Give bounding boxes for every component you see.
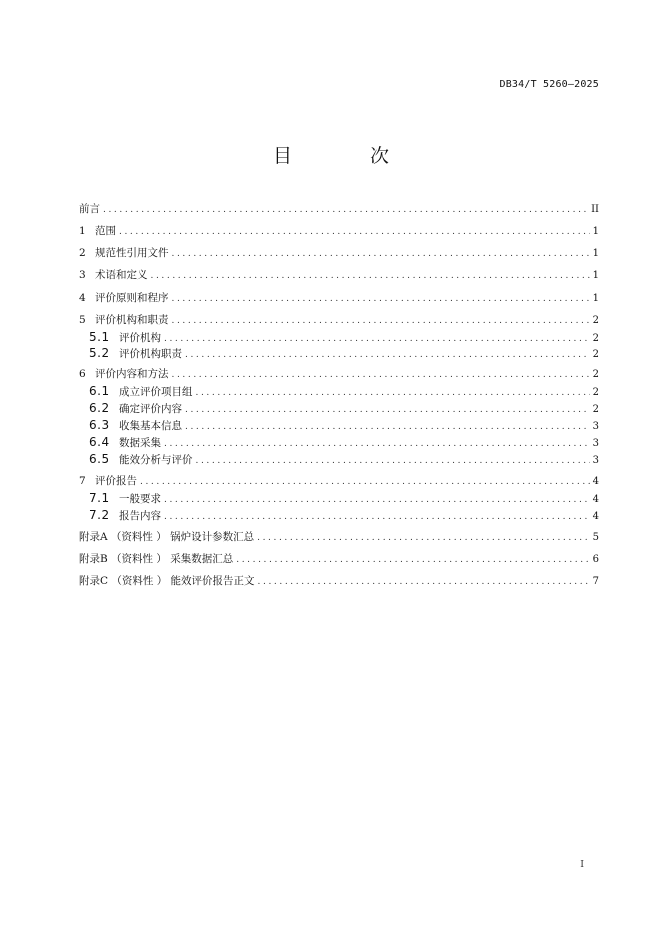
toc-entry-page: 2 — [592, 387, 599, 398]
toc-entry-page: 1 — [592, 270, 599, 281]
toc-entry-number: 4 — [79, 292, 86, 304]
toc-leader-dots — [185, 422, 590, 432]
toc-entry-label: 术语和定义 — [95, 269, 148, 281]
toc-entry-number: 5.1 — [89, 330, 110, 344]
toc-entry-page: 1 — [592, 248, 599, 259]
page-title: 目 次 — [272, 145, 426, 167]
toc-entry-label: 能效分析与评价 — [119, 454, 193, 466]
toc-leader-dots — [151, 271, 590, 281]
toc-entry[interactable] — [79, 330, 599, 346]
toc-entry-page: 3 — [592, 438, 599, 449]
toc-leader-dots — [185, 405, 590, 415]
toc-entry-page: 1 — [592, 226, 599, 237]
toc-entry-page: 3 — [592, 455, 599, 466]
toc-leader-dots — [236, 555, 589, 565]
toc-leader-dots — [257, 533, 590, 543]
toc-entry[interactable] — [79, 452, 599, 468]
toc-entry[interactable] — [79, 491, 599, 507]
toc-leader-dots — [164, 512, 590, 522]
toc-entry-label: 确定评价内容 — [119, 403, 182, 415]
toc-entry-page: 4 — [592, 494, 599, 505]
toc-entry-number: 6.5 — [89, 452, 110, 466]
toc-entry-page: 1 — [592, 293, 599, 304]
toc-entry-label: 范围 — [95, 225, 116, 237]
toc-entry-label: 评价机构 — [119, 332, 161, 344]
toc-leader-dots — [196, 456, 590, 466]
toc-entry-number: 1 — [79, 225, 86, 237]
toc-entry-number: 6.2 — [89, 401, 110, 415]
toc-leader-dots — [196, 388, 590, 398]
toc-entry-label: 评价报告 — [95, 475, 137, 487]
toc-entry-label: 评价机构职责 — [119, 348, 182, 360]
toc-leader-dots — [119, 227, 590, 237]
toc-entry-page: 2 — [592, 349, 599, 360]
toc-entry-page: 5 — [592, 532, 599, 543]
toc-entry-label: 前言 — [79, 203, 100, 215]
toc-leader-dots — [140, 477, 590, 487]
toc-entry[interactable] — [79, 312, 599, 328]
toc-leader-dots — [172, 294, 590, 304]
toc-leader-dots — [164, 495, 590, 505]
toc-entry-page: 2 — [592, 333, 599, 344]
toc-entry-label: 收集基本信息 — [119, 420, 182, 432]
toc-entry-label: 评价原则和程序 — [95, 292, 169, 304]
toc-entry-label: 数据采集 — [119, 437, 161, 449]
toc-entry-number: 7.1 — [89, 491, 110, 505]
toc-entry-number: 6.4 — [89, 435, 110, 449]
toc-leader-dots — [172, 370, 590, 380]
toc-entry[interactable] — [79, 201, 599, 217]
toc-entry-label: 报告内容 — [119, 510, 161, 522]
toc-entry-page: 4 — [592, 511, 599, 522]
toc-entry-label: 一般要求 — [119, 493, 161, 505]
toc-entry[interactable] — [79, 267, 599, 283]
toc-entry-page: 7 — [592, 576, 599, 587]
toc-entry-page: 6 — [592, 554, 599, 565]
toc-entry-label: 评价内容和方法 — [95, 368, 169, 380]
toc-entry[interactable] — [79, 384, 599, 400]
toc-entry-label: 成立评价项目组 — [119, 386, 193, 398]
toc-entry-label: 评价机构和职责 — [95, 314, 169, 326]
toc-leader-dots — [164, 439, 590, 449]
toc-entry[interactable] — [79, 223, 599, 239]
toc-entry-page: II — [591, 204, 599, 215]
document-code: DB34/T 5260—2025 — [499, 79, 599, 90]
toc-entry-page: 2 — [592, 369, 599, 380]
toc-entry-label: 附录A （资料性 ） 锅炉设计参数汇总 — [79, 531, 255, 543]
toc-entry-number: 6.1 — [89, 384, 110, 398]
toc-entry-number: 7 — [79, 475, 86, 487]
toc-leader-dots — [172, 249, 590, 259]
toc-entry-number: 3 — [79, 269, 86, 281]
toc-entry-number: 6 — [79, 368, 86, 380]
toc-entry[interactable] — [79, 401, 599, 417]
toc-entry[interactable] — [79, 573, 599, 589]
toc-leader-dots — [172, 316, 590, 326]
toc-leader-dots — [185, 350, 590, 360]
toc-entry-label: 规范性引用文件 — [95, 247, 169, 259]
toc-entry-page: 4 — [592, 476, 599, 487]
toc-entry-number: 2 — [79, 247, 86, 259]
toc-entry-page: 2 — [592, 404, 599, 415]
toc-entry[interactable] — [79, 473, 599, 489]
toc-leader-dots — [164, 334, 590, 344]
footer-page-number: I — [580, 859, 584, 870]
toc-entry[interactable] — [79, 551, 599, 567]
toc-entry-number: 5.2 — [89, 346, 110, 360]
toc-entry[interactable] — [79, 418, 599, 434]
toc-entry[interactable] — [79, 366, 599, 382]
toc-entry-page: 3 — [592, 421, 599, 432]
toc-leader-dots — [258, 577, 590, 587]
toc-entry-page: 2 — [592, 315, 599, 326]
toc-entry[interactable] — [79, 529, 599, 545]
toc-entry[interactable] — [79, 290, 599, 306]
toc-entry-label: 附录B （资料性 ） 采集数据汇总 — [79, 553, 234, 565]
toc-entry-number: 6.3 — [89, 418, 110, 432]
toc-entry-number: 5 — [79, 314, 86, 326]
toc-entry-label: 附录C （资料性 ） 能效评价报告正文 — [79, 575, 255, 587]
toc-entry[interactable] — [79, 346, 599, 362]
toc-entry-number: 7.2 — [89, 508, 110, 522]
toc-leader-dots — [103, 205, 588, 215]
toc-entry[interactable] — [79, 508, 599, 524]
toc-entry[interactable] — [79, 435, 599, 451]
toc-entry[interactable] — [79, 245, 599, 261]
